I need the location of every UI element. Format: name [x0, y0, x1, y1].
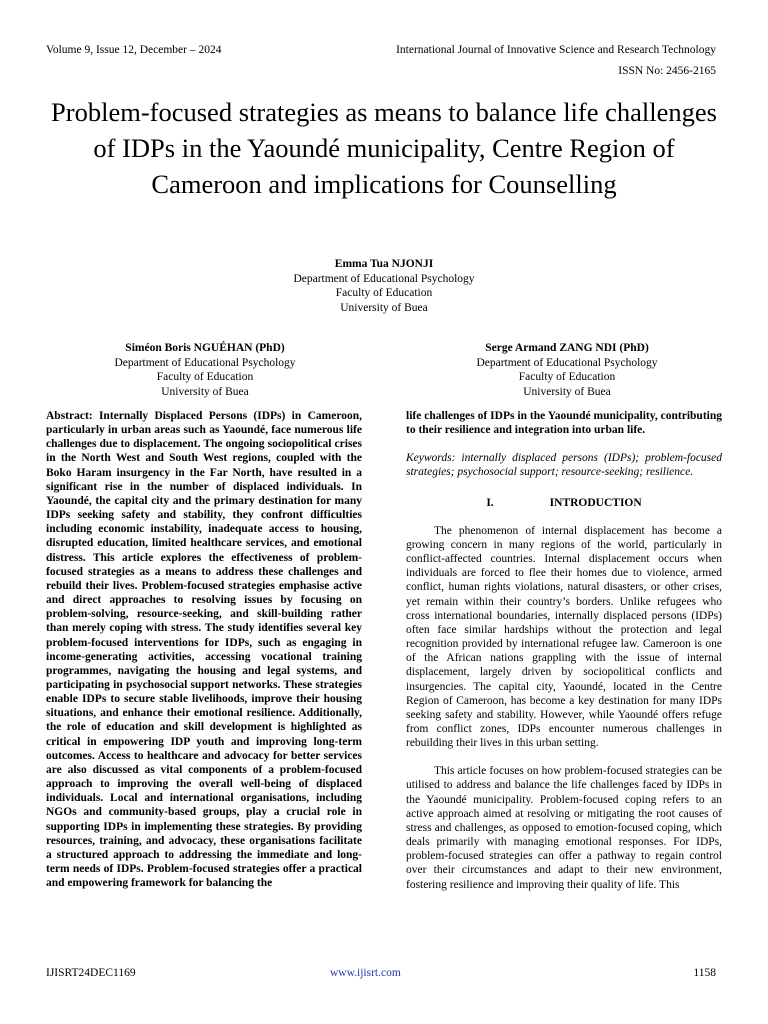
section-heading: [406, 496, 722, 510]
footer-article-id: IJISRT24DEC1169: [46, 967, 136, 979]
author-block-1: [184, 257, 584, 315]
keywords-text: internally displaced persons (IDPs); problem-focused strategies; psychosocial support; resource-seeking; resilience.: [406, 452, 722, 479]
left-column: [46, 409, 362, 890]
right-column: [406, 409, 722, 892]
author-name: Siméon Boris NGUÉHAN (PhD): [125, 342, 285, 354]
author-name: Serge Armand ZANG NDI (PhD): [485, 342, 649, 354]
intro-paragraph-1: The phenomenon of internal displacement has become a growing concern in many regions of the world, particularly in conflict-affected countries. Internal displacement occurs when individuals are forced to flee their homes due to violence, armed conflict, human rights violations, natural disasters, or other crises, yet remain within their country’s borders. Unlike refugees who cross international boundaries, internally displaced persons (IDPs) often face similar hardships without the protection and legal recognition provided by international refugee law. Cameroon is one of the African nations grappling with the issue of internal displacement, largely driven by sociopolitical conflicts and insurgencies. The capital city, Yaoundé, located in the Centre Region of Cameroon, has become a key destination for many IDPs seeking safety and stability. However, while Yaoundé offers refuge from conflict zones, IDPs encounter numerous challenges in rebuilding their lives in this urban setting.: [406, 524, 722, 750]
header-issn: ISSN No: 2456-2165: [618, 65, 716, 77]
author-university: University of Buea: [161, 385, 249, 398]
author-block-3: [382, 341, 752, 399]
footer-page-number: 1158: [693, 967, 716, 979]
author-university: University of Buea: [523, 385, 611, 398]
paper-title: Problem-focused strategies as means to balance life challenges of IDPs in the Yaoundé municipality, Centre Region of Cameroon and implications for Counselling: [51, 97, 717, 199]
author-faculty: Faculty of Education: [156, 371, 254, 383]
author-department: Department of Educational Psychology: [114, 356, 296, 369]
author-university: University of Buea: [340, 301, 428, 314]
footer-url-link[interactable]: www.ijisrt.com: [330, 967, 401, 979]
author-department: Department of Educational Psychology: [476, 356, 658, 369]
header-volume: Volume 9, Issue 12, December – 2024: [46, 44, 222, 56]
author-faculty: Faculty of Education: [518, 371, 616, 383]
author-faculty: Faculty of Education: [335, 287, 433, 299]
keywords: [406, 451, 722, 479]
author-name: Emma Tua NJONJI: [334, 258, 434, 270]
section-number: I.: [486, 496, 494, 509]
keywords-label: Keywords:: [406, 452, 456, 465]
intro-paragraph-2: This article focuses on how problem-focused strategies can be utilised to address and balance the life challenges faced by IDPs in the Yaoundé municipality. Problem-focused coping refers to an active approach aimed at resolving or mitigating the root causes of stress and challenges, as opposed to emotion-focused coping, which deals primarily with managing emotional responses. For IDPs, problem-focused strategies can offer a pathway to regain control over their circumstances and adapt to their new environment, fostering resilience and improving their quality of life. This: [406, 765, 722, 891]
header-journal: International Journal of Innovative Science and Research Technology: [396, 44, 716, 56]
abstract-continuation: life challenges of IDPs in the Yaoundé municipality, contributing to their resilience and integration into urban life.: [406, 410, 722, 437]
section-title: INTRODUCTION: [549, 496, 642, 509]
author-department: Department of Educational Psychology: [293, 272, 475, 285]
abstract-text: Abstract: Internally Displaced Persons (IDPs) in Cameroon, particularly in urban areas such as Yaoundé, face numerous life challenges due to displacement. The ongoing sociopolitical crises in the North West and South West regions, coupled with the Boko Haram insurgency in the Far North, have resulted in a significant rise in the number of displaced individuals. In Yaoundé, the capital city and the primary destination for many IDPs seeking safety and stability, they confront difficulties including economic instability, inadequate access to housing, disrupted education, limited healthcare services, and emotional distress. This article explores the effectiveness of problem-focused strategies as a means to address these challenges and rebuild their lives. Problem-focused strategies emphasise active and direct approaches to resolving issues by focusing on problem-solving, resource-seeking, and skill-building rather than merely coping with stress. The study identifies several key problem-focused interventions for IDPs, such as engaging in income-generating activities, accessing vocational training programmes, navigating the housing and legal systems, and participating in psychosocial support networks. These strategies enable IDPs to secure stable livelihoods, improve their housing situations, and enhance their emotional resilience. Additionally, the role of education and skill development is highlighted as critical in empowering IDP youth and improving long-term outcomes. Access to healthcare and advocacy for better services are also discussed as vital components of a problem-focused approach to improving the overall well-being of displaced individuals. Local and international organisations, including NGOs and community-based groups, play a crucial role in supporting IDPs in implementing these strategies. By providing resources, training, and advocacy, these organisations facilitate a structured approach to addressing the immediate and long-term needs of IDPs. Problem-focused strategies offer a practical and empowering framework for balancing the: [46, 410, 362, 890]
author-block-2: [20, 341, 390, 399]
